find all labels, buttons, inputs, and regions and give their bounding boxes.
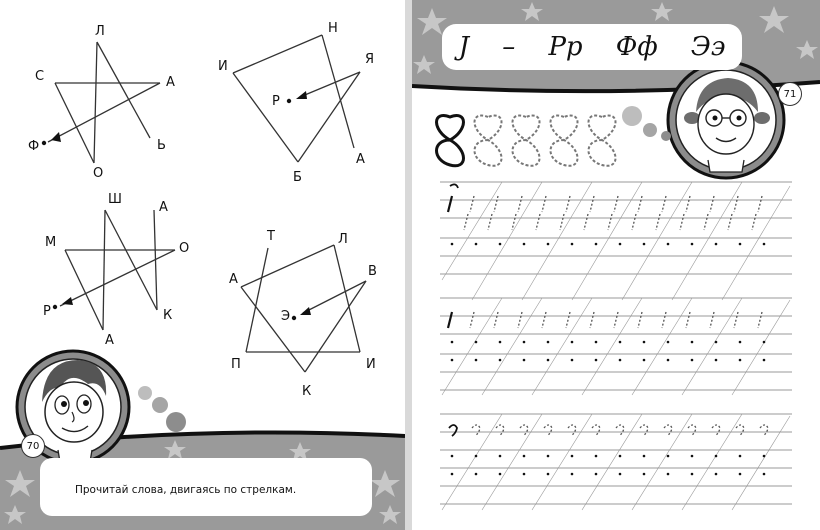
puzzle-2-letter: Я	[365, 52, 375, 67]
puzzle-2-letter: Р	[272, 94, 280, 109]
header-letter: Ј	[458, 32, 470, 62]
puzzle-1-letter: А	[166, 75, 175, 90]
header-letter: Рр	[548, 32, 583, 62]
header-letter-strip	[442, 24, 742, 70]
header-letter: Фф	[615, 32, 658, 62]
puzzle-3-letter: К	[163, 308, 173, 323]
left-page-graphics	[0, 0, 405, 530]
puzzle-3-letter: Р	[43, 304, 51, 319]
tracing-eights	[437, 116, 616, 166]
right-page	[412, 0, 820, 530]
puzzle-4-letter: П	[231, 357, 241, 372]
puzzle-4-letter: К	[302, 384, 312, 399]
puzzle-2-lines	[233, 35, 360, 162]
puzzle-3-letter: Ш	[108, 192, 122, 207]
puzzle-1-letter: Ф	[28, 139, 40, 154]
book-gutter	[405, 0, 412, 530]
puzzle-2-letter: Н	[328, 21, 338, 36]
puzzle-1-letter: С	[35, 69, 45, 84]
girl-avatar	[668, 62, 784, 178]
puzzle-3-letter: А	[159, 200, 168, 215]
instruction-box	[40, 458, 372, 516]
puzzle-2-letter: Б	[293, 170, 302, 185]
puzzle-4-letter: Т	[267, 229, 275, 244]
instruction-text: Прочитай слова, двигаясь по стрелкам.	[75, 484, 297, 496]
puzzle-3-letter: М	[45, 235, 57, 250]
header-letter: Ээ	[690, 32, 726, 62]
puzzle-4-lines	[241, 245, 366, 372]
puzzle-4-letter: Э	[281, 309, 291, 324]
puzzle-3-letter: О	[179, 241, 190, 256]
puzzle-4-letter: Л	[338, 232, 348, 247]
header-dash: –	[502, 32, 516, 62]
puzzle-4-letter: А	[229, 272, 238, 287]
left-page	[0, 0, 405, 530]
puzzle-4-letter: И	[366, 357, 376, 372]
copy-samples	[448, 184, 458, 436]
right-page-graphics	[412, 0, 820, 530]
puzzle-1-lines	[48, 42, 160, 163]
puzzle-4-letter: В	[368, 264, 377, 279]
puzzle-2-letter: А	[356, 152, 365, 167]
page-number: 71	[778, 82, 802, 106]
puzzle-1-letter: Ь	[157, 138, 166, 153]
puzzle-3-letter: А	[105, 333, 114, 348]
puzzle-3-lines	[60, 210, 175, 330]
puzzle-1-letter: Л	[95, 24, 105, 39]
puzzle-2-letter: И	[218, 59, 228, 74]
copy-dots	[451, 243, 766, 476]
puzzle-1-letter: О	[93, 166, 104, 181]
page-number: 70	[21, 434, 45, 458]
slant-lines	[442, 182, 790, 510]
